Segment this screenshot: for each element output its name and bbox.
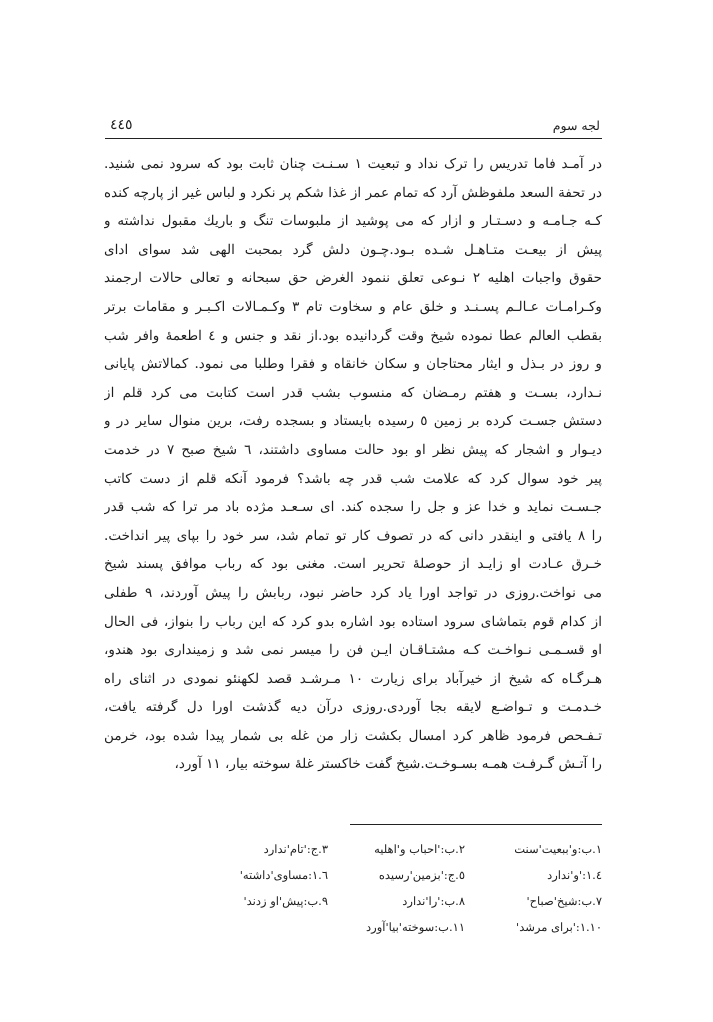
body-text <box>104 150 602 779</box>
body-line: در آمـد فاما تدریس را ترک نداد و تبعیت ١ سـنـت چنان ثابت بود که سرود نمی شنید. <box>104 156 602 172</box>
body-line: بقطب العالم عطا نموده شیخ وقت گردانیده بود.از نقد و جنس و ٤ اطعمۀ وافر شب <box>104 327 602 344</box>
body-line: می نواخت.روزی در تواجد اورا یاد کرد حاضر نبود، ربابش را پیش آوردند، ٩ طفلی <box>104 584 602 601</box>
footnote-item <box>191 914 328 940</box>
body-line: تـفـحص فرمود ظاهر کرد امسال بکشت زار من غله بی شمار پیدا شده بود، خرمن <box>104 727 602 744</box>
header-rule <box>105 138 602 139</box>
body-line: را آتـش گـرفـت همـه بسـوخـت.شیخ گفت خاکستر غلۀ سوخته بیار، ١١ آورد، <box>174 756 602 773</box>
body-line: وکـرامـات عـالـم پسـنـد و خلق عام و سخاوت تام ٣ وکـمـالات اکـبـر و مقامات برتر <box>104 298 602 315</box>
footnote-row <box>190 914 602 940</box>
footnote-item: ٨.ب:'را'ندارد <box>402 894 465 908</box>
footnote-row <box>190 888 602 914</box>
footnote-item: ٩.ب:پیش'او زدند' <box>243 894 328 908</box>
body-line: دستش جسـت کرده بر زمین ٥ رسیده بایستاد و بسجده رفت، برین منوال سایر در و <box>104 413 602 430</box>
footnote-item: ٧.ب:شیخ'صباح' <box>526 894 602 908</box>
footnote-row <box>190 836 602 862</box>
body-line: حقوق واجبات اهلیه ٢ نـوعی تعلق ننمود الغرض حق سبحانه و تعالی حالات ارجمند <box>104 270 602 287</box>
footnote-item: ١.٦:مساوی'داشته' <box>239 868 328 882</box>
footnote-row <box>190 862 602 888</box>
body-line: دیـوار و اشجار که پیش نظر او بود حالت مساوی داشتند، ٦ شیخ صبح ٧ در خدمت <box>104 441 602 458</box>
page-number: ٤٤٥ <box>110 117 133 133</box>
body-line: از کدام قوم بتماشای سرود استاده بود اشاره بدو کرد که این رباب را بنواز، فی الحال <box>104 613 602 630</box>
body-line: پیر خود سوال کرد که علامت شب قدر چه باشد؟ فرمود آنکه قلم از دست کاتب <box>104 470 602 487</box>
footnotes <box>190 836 602 940</box>
body-line: خـرق عـادت او زایـد از حوصلۀ تحریر است. مغنی بود که رباب موافق پسند شیخ <box>104 556 602 573</box>
body-line: هـرگـاه که شیخ از خیرآباد برای زیارت ١٠ مـرشـد قصد لکهنئو نمودی در اثنای راه <box>104 670 602 687</box>
body-line: و روز در بـذل و ایثار محتاجان و سکان خانقاه و فقرا وطلبا می نمود. کمالاتش پایانی <box>104 356 602 373</box>
body-line: او قسـمـی نـواخـت کـه مشتـاقـان ایـن فن را میسر نمی شد و زمینداری بود هندو، <box>104 642 602 659</box>
footnote-item: ٥.ج:'بزمین'رسیده <box>378 868 465 882</box>
footnote-item: ١.٤:'و'ندارد <box>547 868 602 882</box>
footnote-item: ٢.ب:'احباب و'اهلیه <box>374 842 465 856</box>
body-line: نـدارد، بسـت و هفتم رمـضان که منسوب بشب قدر است کتابت می کرد قلم از <box>104 384 602 401</box>
running-title: لجه سوم <box>552 118 600 133</box>
footnote-item: ١.١٠:'برای مرشد' <box>516 920 602 934</box>
body-line: کـه جـامـه و دسـتـار و ازار که می پوشید از ملبوسات تنگ و باریك مقبول نداشته و <box>104 213 602 230</box>
body-line: را ٨ یافتی و اینقدر دانی که در تصوف کار تو تمام شد، سر خود را بپای پیر انداخت. <box>104 527 602 544</box>
body-line: در تحفة السعد ملفوظش آرد که تمام عمر از غذا شکم پر نکرد و لباس غیر از پارچه کنده <box>104 184 602 201</box>
footnote-item: ١.ب:و'ببعیت'سنت <box>514 842 602 856</box>
footnote-item: ١١.ب:سوخته'بیا'آورد <box>366 920 465 934</box>
footnote-item: ٣.ج:'تام'ندارد <box>263 842 328 856</box>
body-line: پیش از بیعـت متـاهـل شـده بـود.چـون دلش گرد بمحبت الهی شد سوای ادای <box>104 241 602 258</box>
body-line: جـسـت نماید و خدا عز و جل را سجده کند. ای سـعـد مژده باد مر ترا که شب قدر <box>104 499 602 516</box>
footnote-rule <box>350 824 602 825</box>
body-line: خـدمـت و تـواضـع لایقه بجا آوردی.روزی درآن دیه گذشت اورا دل گرفته یافت، <box>104 699 602 716</box>
